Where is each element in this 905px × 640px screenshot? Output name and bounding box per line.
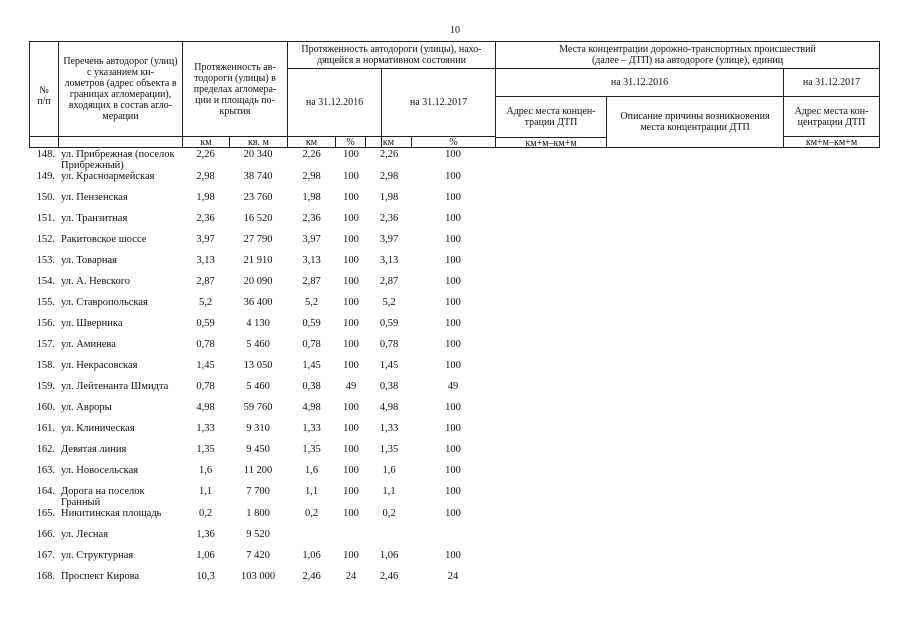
row-number: 166. [36, 529, 55, 540]
normative-km-2016: 2,36 [302, 213, 321, 224]
header-normative-2017: на 31.12.2017 [409, 97, 468, 108]
normative-pct-2016 [336, 529, 366, 550]
unit-km-2017: км [382, 137, 395, 148]
normative-km-2017: 0,38 [379, 381, 399, 392]
row-number: 167. [36, 550, 55, 561]
header-dtp-cause: Описание причины возникновения места концентрации ДТП [620, 111, 770, 133]
normative-km-2016: 3,97 [302, 234, 321, 245]
area-sqm: 27 790 [243, 234, 273, 245]
normative-km-2017: 0,59 [379, 318, 399, 329]
normative-pct-2017 [412, 529, 494, 550]
normative-km-2016: 0,59 [302, 318, 321, 329]
header-col-number: № п/п [37, 85, 51, 107]
normative-km-2016: 1,45 [302, 360, 321, 371]
normative-km-2017: 4,98 [379, 402, 399, 413]
normative-pct-2016: 100 [343, 318, 359, 329]
normative-pct-2016: 49 [345, 381, 357, 392]
road-name: ул. Новосельская [61, 465, 139, 476]
road-name: ул. Структурная [61, 550, 134, 561]
length-km: 0,2 [198, 508, 213, 519]
road-name: Дорога на поселок Гранный [61, 486, 145, 508]
area-sqm: 20 090 [243, 276, 273, 287]
table-row [29, 276, 494, 297]
length-km: 1,35 [196, 444, 215, 455]
row-number: 161. [36, 423, 55, 434]
area-sqm: 38 740 [243, 171, 273, 182]
table-row [29, 234, 494, 255]
normative-pct-2016: 100 [343, 339, 359, 350]
normative-km-2016: 1,6 [304, 465, 319, 476]
row-number: 159. [36, 381, 55, 392]
road-name: ул. А. Невского [61, 276, 131, 287]
header-normative-2016: на 31.12.2016 [305, 97, 364, 108]
row-number: 168. [36, 571, 55, 582]
normative-pct-2016: 100 [343, 297, 359, 308]
row-number: 156. [36, 318, 55, 329]
length-km: 1,36 [196, 529, 215, 540]
normative-km-2016: 0,78 [302, 339, 321, 350]
unit-sqm: кв. м [248, 137, 269, 148]
area-sqm: 9 310 [246, 423, 270, 434]
road-name: ул. Лейтенанта Шмидта [61, 381, 169, 392]
normative-km-2016: 1,98 [302, 192, 321, 203]
road-name: ул. Ставропольская [61, 297, 148, 308]
roads-table-body [29, 149, 494, 592]
length-km: 2,98 [196, 171, 215, 182]
normative-km-2017: 2,26 [379, 149, 399, 160]
road-name: Девятая линия [61, 444, 127, 455]
length-km: 1,6 [198, 465, 213, 476]
row-number: 165. [36, 508, 55, 519]
normative-pct-2017: 100 [445, 149, 461, 160]
road-name: Никитинская площадь [61, 508, 162, 519]
normative-km-2017: 2,46 [379, 571, 399, 582]
table-row [29, 297, 494, 318]
area-sqm: 9 520 [246, 529, 270, 540]
road-name: Ракитовское шоссе [61, 234, 147, 245]
roads-table [29, 149, 494, 592]
normative-km-2017: 1,6 [382, 465, 396, 476]
normative-pct-2016: 100 [343, 171, 359, 182]
area-sqm: 103 000 [240, 571, 276, 582]
road-name: ул. Клиническая [61, 423, 135, 434]
normative-pct-2017: 100 [445, 171, 461, 182]
normative-pct-2017: 100 [445, 318, 461, 329]
normative-pct-2016: 100 [343, 192, 359, 203]
normative-km-2017: 2,87 [379, 276, 399, 287]
normative-km-2016: 1,06 [302, 550, 321, 561]
normative-km-2017: 1,33 [379, 423, 399, 434]
road-name: ул. Пензенская [61, 192, 128, 203]
normative-pct-2016: 100 [343, 508, 359, 519]
area-sqm: 7 420 [246, 550, 270, 561]
area-sqm: 5 460 [246, 381, 270, 392]
normative-km-2016: 1,35 [302, 444, 321, 455]
area-sqm: 1 800 [246, 508, 270, 519]
row-number: 154. [36, 276, 55, 287]
table-row [29, 486, 494, 508]
normative-pct-2016: 100 [343, 402, 359, 413]
road-name: ул. Шверника [61, 318, 123, 329]
length-km: 1,98 [196, 192, 215, 203]
area-sqm: 59 760 [243, 402, 273, 413]
normative-pct-2016: 100 [343, 444, 359, 455]
normative-pct-2017: 100 [445, 339, 461, 350]
road-name: ул. Лесная [61, 529, 109, 540]
normative-km-2017: 3,13 [379, 255, 399, 266]
unit-km-2016: км [305, 137, 318, 148]
normative-km-2016: 1,33 [302, 423, 321, 434]
normative-pct-2017: 100 [445, 234, 461, 245]
normative-km-2016: 5,2 [304, 297, 319, 308]
area-sqm: 20 340 [243, 149, 273, 160]
normative-pct-2017: 100 [445, 402, 461, 413]
table-row [29, 381, 494, 402]
header-dtp-address-2017: Адрес места кон- центрации ДТП [794, 105, 869, 128]
area-sqm: 16 520 [243, 213, 273, 224]
length-km: 1,45 [196, 360, 215, 371]
normative-km-2016: 4,98 [302, 402, 321, 413]
normative-pct-2016: 100 [343, 276, 359, 287]
normative-km-2016: 2,26 [302, 149, 321, 160]
normative-pct-2017: 100 [445, 276, 461, 287]
road-name: ул. Авроры [61, 402, 112, 413]
normative-km-2016: 2,46 [302, 571, 321, 582]
road-name: Проспект Кирова [61, 571, 140, 582]
table-row [29, 360, 494, 381]
table-row [29, 444, 494, 465]
road-name: ул. Аминева [61, 339, 116, 350]
table-row [29, 339, 494, 360]
normative-km-2017: 1,1 [382, 486, 396, 497]
length-km: 0,59 [196, 318, 215, 329]
row-number: 148. [36, 149, 55, 160]
length-km: 0,78 [196, 381, 215, 392]
length-km: 1,06 [196, 550, 215, 561]
normative-pct-2016: 100 [343, 234, 359, 245]
row-number: 153. [36, 255, 55, 266]
normative-km-2017: 5,2 [382, 297, 396, 308]
normative-pct-2016: 24 [345, 571, 357, 582]
normative-km-2016: 2,98 [302, 171, 321, 182]
normative-km-2017: 2,36 [379, 213, 399, 224]
normative-km-2017: 3,97 [379, 234, 399, 245]
normative-km-2017: 0,78 [379, 339, 399, 350]
normative-km-2016: 0,38 [302, 381, 321, 392]
road-name: ул. Некрасовская [61, 360, 138, 371]
table-row [29, 550, 494, 571]
road-name: ул. Красноармейская [61, 171, 155, 182]
table-row [29, 465, 494, 486]
unit-pct-2016: % [346, 137, 355, 148]
page-number: 10 [450, 25, 460, 36]
area-sqm: 21 910 [243, 255, 273, 266]
normative-pct-2017: 100 [445, 550, 461, 561]
header-col-length-area: Протяженность ав- тодороги (улицы) в пределах агломера- ции и площадь по- крытия [193, 61, 277, 117]
table-row [29, 508, 494, 529]
header-col-dtp: Места концентрации дорожно-транспортных происшествий (далее – ДТП) на автодороге (улице), единиц [559, 44, 816, 66]
road-name: ул. Транзитная [61, 213, 128, 224]
unit-km-range-2016: км+м–км+м [525, 137, 577, 149]
normative-km-2017: 1,06 [379, 550, 399, 561]
row-number: 163. [36, 465, 55, 476]
length-km: 2,26 [196, 149, 215, 160]
unit-km-range-2017: км+м–км+м [805, 137, 858, 148]
normative-km-2016: 3,13 [302, 255, 321, 266]
table-row [29, 255, 494, 276]
normative-pct-2017: 100 [445, 508, 461, 519]
normative-km-2017: 2,98 [379, 171, 399, 182]
table-row [29, 571, 494, 592]
normative-pct-2017: 100 [445, 192, 461, 203]
row-number: 162. [36, 444, 55, 455]
row-number: 158. [36, 360, 55, 371]
header-col-road-list: Перечень автодорог (улиц) с указанием ки- лометров (адрес объекта в границах агломерации), входящих в состав агло- мерации [63, 56, 178, 122]
row-number: 164. [36, 486, 55, 497]
row-number: 149. [36, 171, 55, 182]
area-sqm: 9 450 [246, 444, 270, 455]
normative-pct-2017: 100 [445, 423, 461, 434]
normative-pct-2017: 100 [445, 297, 461, 308]
normative-pct-2016: 100 [343, 213, 359, 224]
normative-pct-2017: 100 [445, 465, 461, 476]
normative-km-2017 [366, 529, 412, 550]
header-dtp-address-2016: Адрес места концен- трации ДТП [506, 106, 596, 128]
row-number: 160. [36, 402, 55, 413]
length-km: 4,98 [196, 402, 215, 413]
normative-km-2016 [287, 529, 336, 550]
normative-pct-2017: 100 [445, 213, 461, 224]
table-row [29, 171, 494, 192]
normative-pct-2016: 100 [343, 255, 359, 266]
length-km: 1,1 [198, 486, 213, 497]
area-sqm: 4 130 [246, 318, 270, 329]
normative-km-2016: 2,87 [302, 276, 321, 287]
area-sqm: 23 760 [243, 192, 273, 203]
header-dtp-2017: на 31.12.2017 [802, 77, 861, 88]
normative-km-2016: 0,2 [304, 508, 319, 519]
normative-pct-2016: 100 [343, 423, 359, 434]
header-dtp-2016: на 31.12.2016 [610, 77, 669, 88]
row-number: 152. [36, 234, 55, 245]
area-sqm: 11 200 [243, 465, 273, 476]
normative-pct-2017: 100 [445, 360, 461, 371]
area-sqm: 7 700 [246, 486, 270, 497]
normative-pct-2016: 100 [343, 360, 359, 371]
header-col-normative: Протяженность автодороги (улицы), нахо- дящейся в нормативном состоянии [301, 44, 482, 66]
normative-pct-2016: 100 [343, 486, 359, 497]
normative-pct-2017: 24 [447, 571, 459, 582]
table-row [29, 213, 494, 234]
normative-pct-2017: 100 [445, 255, 461, 266]
normative-pct-2017: 49 [447, 381, 459, 392]
area-sqm: 5 460 [246, 339, 270, 350]
unit-km: км [200, 137, 212, 148]
area-sqm: 36 400 [243, 297, 273, 308]
normative-pct-2017: 100 [445, 444, 461, 455]
normative-pct-2016: 100 [343, 149, 359, 160]
length-km: 1,33 [196, 423, 215, 434]
area-sqm: 13 050 [243, 360, 273, 371]
table-row [29, 423, 494, 444]
length-km: 0,78 [196, 339, 215, 350]
unit-pct-2017: % [449, 137, 458, 148]
table-row [29, 402, 494, 423]
normative-km-2017: 1,98 [379, 192, 399, 203]
row-number: 150. [36, 192, 55, 203]
row-number: 155. [36, 297, 55, 308]
length-km: 2,87 [196, 276, 215, 287]
normative-pct-2017: 100 [445, 486, 461, 497]
row-number: 151. [36, 213, 55, 224]
table-row [29, 529, 494, 550]
table-row [29, 192, 494, 213]
length-km: 10,3 [196, 571, 215, 582]
normative-km-2017: 1,45 [379, 360, 399, 371]
length-km: 3,13 [196, 255, 215, 266]
normative-pct-2016: 100 [343, 465, 359, 476]
normative-pct-2016: 100 [343, 550, 359, 561]
normative-km-2016: 1,1 [304, 486, 319, 497]
length-km: 2,36 [196, 213, 215, 224]
normative-km-2017: 1,35 [379, 444, 399, 455]
row-number: 157. [36, 339, 55, 350]
length-km: 5,2 [198, 297, 213, 308]
table-row [29, 318, 494, 339]
table-row [29, 149, 494, 171]
road-name: ул. Прибрежная (поселок Прибрежный) [61, 149, 175, 171]
road-name: ул. Товарная [61, 255, 117, 266]
length-km: 3,97 [196, 234, 215, 245]
normative-km-2017: 0,2 [382, 508, 396, 519]
